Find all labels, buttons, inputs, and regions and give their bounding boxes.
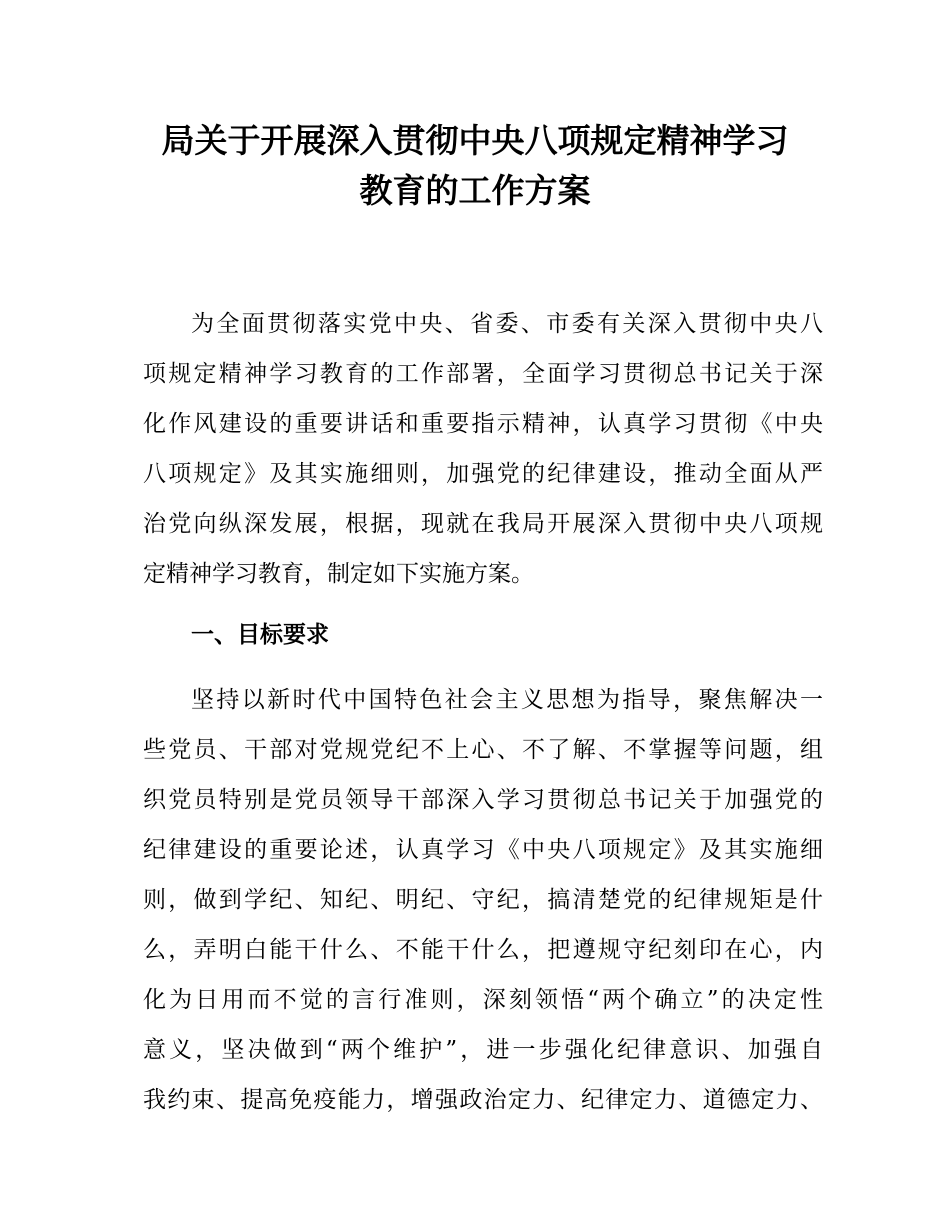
goals-paragraph-line: 我约束、提高免疫能力，增强政治定力、纪律定力、道德定力、 xyxy=(143,1087,823,1113)
goals-paragraph-line: 化为日用而不觉的言行准则，深刻领悟“两个确立”的决定性 xyxy=(143,987,823,1013)
goals-paragraph-line: 些党员、干部对党规党纪不上心、不了解、不掌握等问题，组 xyxy=(143,737,823,763)
goals-paragraph-line: 意义，坚决做到“两个维护”，进一步强化纪律意识、加强自 xyxy=(143,1037,823,1063)
intro-paragraph-line: 化作风建设的重要讲话和重要指示精神，认真学习贯彻《中央 xyxy=(143,411,823,437)
intro-paragraph-line: 八项规定》及其实施细则，加强党的纪律建设，推动全面从严 xyxy=(143,461,823,487)
intro-paragraph-line: 治党向纵深发展，根据，现就在我局开展深入贯彻中央八项规 xyxy=(143,511,823,537)
section-heading-goals: 一、目标要求 xyxy=(191,622,329,648)
intro-paragraph-line: 定精神学习教育，制定如下实施方案。 xyxy=(143,561,534,587)
intro-paragraph-line: 项规定精神学习教育的工作部署，全面学习贯彻总书记关于深 xyxy=(143,361,823,387)
intro-paragraph-line: 为全面贯彻落实党中央、省委、市委有关深入贯彻中央八 xyxy=(191,311,823,337)
document-title-line-2: 教育的工作方案 xyxy=(359,171,591,210)
goals-paragraph-line: 坚持以新时代中国特色社会主义思想为指导，聚焦解决一 xyxy=(191,687,823,713)
goals-paragraph-line: 织党员特别是党员领导干部深入学习贯彻总书记关于加强党的 xyxy=(143,787,823,813)
goals-paragraph-line: 么，弄明白能干什么、不能干什么，把遵规守纪刻印在心，内 xyxy=(143,937,823,963)
document-title-line-1: 局关于开展深入贯彻中央八项规定精神学习 xyxy=(161,121,789,160)
goals-paragraph-line: 则，做到学纪、知纪、明纪、守纪，搞清楚党的纪律规矩是什 xyxy=(143,887,823,913)
goals-paragraph-line: 纪律建设的重要论述，认真学习《中央八项规定》及其实施细 xyxy=(143,837,823,863)
